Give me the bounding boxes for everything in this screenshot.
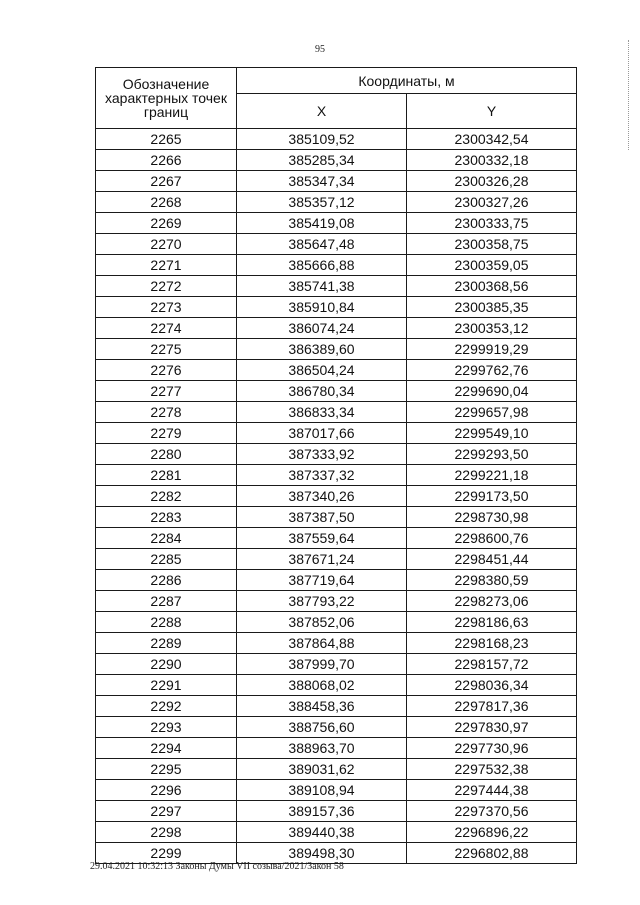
table-row bbox=[96, 423, 577, 444]
cell-point: 2270 bbox=[96, 234, 237, 255]
cell-y: 2300353,12 bbox=[407, 318, 577, 339]
cell-point: 2290 bbox=[96, 654, 237, 675]
cell-y: 2298186,63 bbox=[407, 612, 577, 633]
cell-x: 385666,88 bbox=[237, 255, 407, 276]
cell-x: 389440,38 bbox=[237, 822, 407, 843]
cell-point: 2280 bbox=[96, 444, 237, 465]
cell-x: 387340,26 bbox=[237, 486, 407, 507]
table-header bbox=[96, 68, 577, 129]
cell-point: 2269 bbox=[96, 213, 237, 234]
cell-x: 387793,22 bbox=[237, 591, 407, 612]
table-row bbox=[96, 381, 577, 402]
cell-y: 2298451,44 bbox=[407, 549, 577, 570]
cell-point: 2289 bbox=[96, 633, 237, 654]
cell-y: 2297730,96 bbox=[407, 738, 577, 759]
table-row bbox=[96, 675, 577, 696]
cell-y: 2297830,97 bbox=[407, 717, 577, 738]
cell-x: 387333,92 bbox=[237, 444, 407, 465]
page-number: 95 bbox=[315, 44, 325, 55]
table-row bbox=[96, 486, 577, 507]
cell-y: 2299762,76 bbox=[407, 360, 577, 381]
cell-y: 2300332,18 bbox=[407, 150, 577, 171]
cell-y: 2300342,54 bbox=[407, 129, 577, 150]
cell-y: 2297532,38 bbox=[407, 759, 577, 780]
cell-y: 2299173,50 bbox=[407, 486, 577, 507]
table-row bbox=[96, 654, 577, 675]
cell-x: 387559,64 bbox=[237, 528, 407, 549]
cell-x: 385910,84 bbox=[237, 297, 407, 318]
table-row bbox=[96, 633, 577, 654]
cell-x: 385109,52 bbox=[237, 129, 407, 150]
table-body bbox=[96, 129, 577, 864]
cell-y: 2298273,06 bbox=[407, 591, 577, 612]
cell-x: 385741,38 bbox=[237, 276, 407, 297]
document-footer: 29.04.2021 10:32:13 Законы Думы VII созыва/2021/Закон 58 bbox=[90, 861, 344, 872]
cell-x: 387337,32 bbox=[237, 465, 407, 486]
cell-point: 2292 bbox=[96, 696, 237, 717]
cell-y: 2300326,28 bbox=[407, 171, 577, 192]
cell-point: 2265 bbox=[96, 129, 237, 150]
cell-point: 2274 bbox=[96, 318, 237, 339]
table-row bbox=[96, 591, 577, 612]
cell-y: 2299657,98 bbox=[407, 402, 577, 423]
cell-x: 389031,62 bbox=[237, 759, 407, 780]
cell-y: 2296896,22 bbox=[407, 822, 577, 843]
cell-x: 385357,12 bbox=[237, 192, 407, 213]
table-row bbox=[96, 801, 577, 822]
cell-point: 2268 bbox=[96, 192, 237, 213]
cell-point: 2284 bbox=[96, 528, 237, 549]
cell-x: 388458,36 bbox=[237, 696, 407, 717]
cell-y: 2300385,35 bbox=[407, 297, 577, 318]
cell-point: 2276 bbox=[96, 360, 237, 381]
header-y: Y bbox=[407, 94, 577, 129]
cell-y: 2297444,38 bbox=[407, 780, 577, 801]
cell-point: 2299 bbox=[96, 843, 237, 864]
coordinates-table bbox=[95, 67, 577, 864]
cell-y: 2300327,26 bbox=[407, 192, 577, 213]
cell-point: 2296 bbox=[96, 780, 237, 801]
cell-y: 2300333,75 bbox=[407, 213, 577, 234]
cell-y: 2298600,76 bbox=[407, 528, 577, 549]
cell-point: 2285 bbox=[96, 549, 237, 570]
cell-x: 389108,94 bbox=[237, 780, 407, 801]
cell-y: 2300358,75 bbox=[407, 234, 577, 255]
cell-y: 2298168,23 bbox=[407, 633, 577, 654]
cell-point: 2283 bbox=[96, 507, 237, 528]
cell-point: 2267 bbox=[96, 171, 237, 192]
cell-y: 2298380,59 bbox=[407, 570, 577, 591]
cell-x: 385347,34 bbox=[237, 171, 407, 192]
table-row bbox=[96, 444, 577, 465]
table-row bbox=[96, 276, 577, 297]
table-row bbox=[96, 129, 577, 150]
cell-x: 387387,50 bbox=[237, 507, 407, 528]
cell-point: 2288 bbox=[96, 612, 237, 633]
cell-point: 2273 bbox=[96, 297, 237, 318]
cell-point: 2286 bbox=[96, 570, 237, 591]
cell-point: 2266 bbox=[96, 150, 237, 171]
cell-point: 2279 bbox=[96, 423, 237, 444]
cell-x: 386504,24 bbox=[237, 360, 407, 381]
cell-x: 386780,34 bbox=[237, 381, 407, 402]
cell-x: 386389,60 bbox=[237, 339, 407, 360]
cell-y: 2299549,10 bbox=[407, 423, 577, 444]
cell-x: 388068,02 bbox=[237, 675, 407, 696]
cell-y: 2299293,50 bbox=[407, 444, 577, 465]
table-row bbox=[96, 213, 577, 234]
table-row bbox=[96, 360, 577, 381]
cell-x: 387864,88 bbox=[237, 633, 407, 654]
table-row bbox=[96, 780, 577, 801]
cell-point: 2277 bbox=[96, 381, 237, 402]
table-row bbox=[96, 150, 577, 171]
cell-x: 386833,34 bbox=[237, 402, 407, 423]
cell-x: 387999,70 bbox=[237, 654, 407, 675]
cell-y: 2297370,56 bbox=[407, 801, 577, 822]
cell-point: 2297 bbox=[96, 801, 237, 822]
cell-y: 2299919,29 bbox=[407, 339, 577, 360]
cell-x: 387671,24 bbox=[237, 549, 407, 570]
table-row bbox=[96, 738, 577, 759]
table-row bbox=[96, 339, 577, 360]
cell-y: 2299221,18 bbox=[407, 465, 577, 486]
cell-point: 2275 bbox=[96, 339, 237, 360]
table-row bbox=[96, 570, 577, 591]
table-row bbox=[96, 402, 577, 423]
table-row bbox=[96, 192, 577, 213]
table-row bbox=[96, 171, 577, 192]
cell-point: 2272 bbox=[96, 276, 237, 297]
cell-y: 2297817,36 bbox=[407, 696, 577, 717]
cell-x: 387852,06 bbox=[237, 612, 407, 633]
table-row bbox=[96, 717, 577, 738]
cell-x: 386074,24 bbox=[237, 318, 407, 339]
cell-x: 387017,66 bbox=[237, 423, 407, 444]
cell-point: 2295 bbox=[96, 759, 237, 780]
table-row bbox=[96, 696, 577, 717]
cell-point: 2287 bbox=[96, 591, 237, 612]
scan-margin-artifact bbox=[628, 40, 632, 150]
cell-point: 2281 bbox=[96, 465, 237, 486]
cell-point: 2291 bbox=[96, 675, 237, 696]
cell-y: 2299690,04 bbox=[407, 381, 577, 402]
cell-y: 2296802,88 bbox=[407, 843, 577, 864]
cell-x: 388963,70 bbox=[237, 738, 407, 759]
table-row bbox=[96, 297, 577, 318]
table-row bbox=[96, 318, 577, 339]
table-row bbox=[96, 822, 577, 843]
cell-point: 2271 bbox=[96, 255, 237, 276]
cell-point: 2278 bbox=[96, 402, 237, 423]
cell-x: 389157,36 bbox=[237, 801, 407, 822]
table-row bbox=[96, 759, 577, 780]
table-row bbox=[96, 528, 577, 549]
table-row bbox=[96, 234, 577, 255]
table-row bbox=[96, 612, 577, 633]
cell-x: 387719,64 bbox=[237, 570, 407, 591]
header-point-designation: Обозначение характерных точек границ bbox=[96, 68, 237, 129]
cell-y: 2298157,72 bbox=[407, 654, 577, 675]
table-row bbox=[96, 465, 577, 486]
cell-x: 389498,30 bbox=[237, 843, 407, 864]
table-row bbox=[96, 255, 577, 276]
cell-x: 385285,34 bbox=[237, 150, 407, 171]
cell-y: 2298730,98 bbox=[407, 507, 577, 528]
cell-point: 2282 bbox=[96, 486, 237, 507]
header-x: X bbox=[237, 94, 407, 129]
header-coordinates: Координаты, м bbox=[237, 68, 577, 94]
cell-point: 2298 bbox=[96, 822, 237, 843]
cell-x: 385647,48 bbox=[237, 234, 407, 255]
cell-y: 2300368,56 bbox=[407, 276, 577, 297]
cell-x: 388756,60 bbox=[237, 717, 407, 738]
cell-y: 2300359,05 bbox=[407, 255, 577, 276]
table-row bbox=[96, 549, 577, 570]
table-row bbox=[96, 507, 577, 528]
cell-x: 385419,08 bbox=[237, 213, 407, 234]
cell-y: 2298036,34 bbox=[407, 675, 577, 696]
cell-point: 2293 bbox=[96, 717, 237, 738]
cell-point: 2294 bbox=[96, 738, 237, 759]
